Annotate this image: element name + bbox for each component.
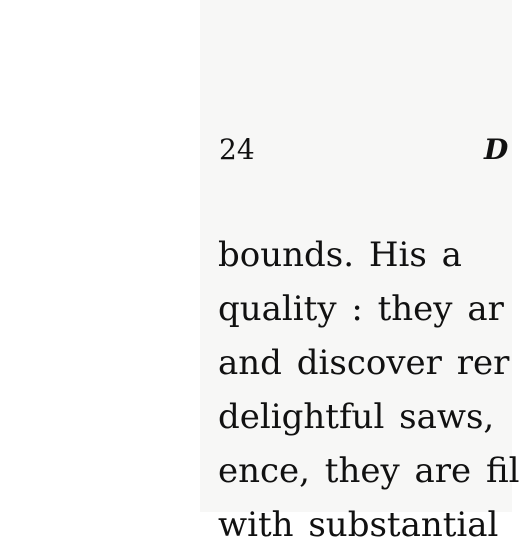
text-line: bounds. His a [218, 235, 462, 275]
text-line: ence, they are fil [218, 451, 520, 491]
page-header [0, 130, 512, 170]
body-text [218, 228, 520, 545]
text-line: delightful saws, [218, 397, 495, 437]
page-number: 24 [219, 133, 255, 166]
text-line: and discover rer [218, 343, 510, 383]
text-line: with substantial [218, 505, 499, 545]
running-head: D [484, 133, 509, 166]
text-line: quality : they ar [218, 289, 504, 329]
